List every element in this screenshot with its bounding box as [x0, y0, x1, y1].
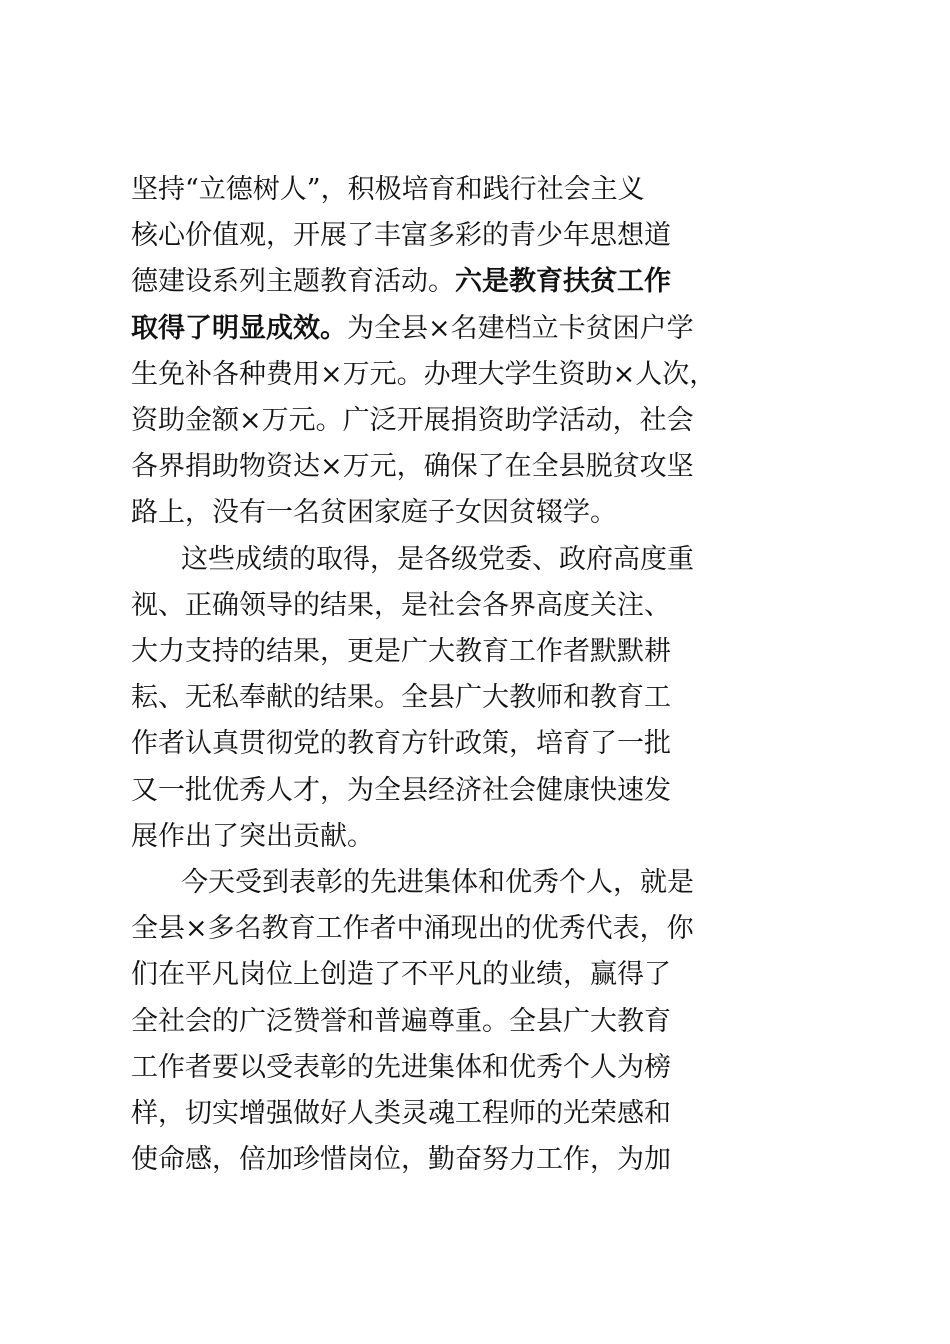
text-line: 生免补各种费用×万元。办理大学生资助×人次， [131, 358, 717, 390]
text-line: 样，切实增强做好人类灵魂工程师的光荣感和 [131, 1098, 671, 1130]
text-line: 视、正确领导的结果，是社会各界高度关注、 [131, 589, 671, 621]
text-line: 核心价值观，开展了丰富多彩的青少年思想道 [131, 220, 671, 252]
text-line [131, 259, 831, 305]
text-line: 使命感，倍加珍惜岗位，勤奋努力工作，为加 [131, 1144, 671, 1176]
text-line: 全社会的广泛赞誉和普遍尊重。全县广大教育 [131, 1005, 671, 1037]
paragraph-3 [131, 860, 831, 1183]
text-line: 全县×多名教育工作者中涌现出的优秀代表，你 [131, 913, 694, 945]
text-line: 又一批优秀人才，为全县经济社会健康快速发 [131, 774, 671, 806]
bold-heading-part-2: 取得了明显成效。 [131, 312, 347, 344]
text-segment: 为全县×名建档立卡贫困户学 [347, 312, 694, 344]
text-line: 展作出了突出贡献。 [131, 820, 374, 852]
text-line: 耘、无私奉献的结果。全县广大教师和教育工 [131, 682, 671, 714]
text-line: 这些成绩的取得，是各级党委、政府高度重 [181, 543, 694, 575]
paragraph-1 [131, 167, 831, 537]
text-line: 各界捐助物资达×万元，确保了在全县脱贫攻坚 [131, 451, 694, 483]
text-line: 今天受到表彰的先进集体和优秀个人，就是 [181, 867, 694, 899]
text-line: 路上，没有一名贫困家庭子女因贫辍学。 [131, 497, 617, 529]
text-line [131, 306, 831, 352]
text-line: 作者认真贯彻党的教育方针政策，培育了一批 [131, 728, 671, 760]
text-line: 资助金额×万元。广泛开展捐资助学活动，社会 [131, 405, 694, 437]
bold-heading-part-1: 六是教育扶贫工作 [455, 266, 671, 298]
paragraph-2 [131, 537, 831, 860]
body-text [131, 167, 831, 1183]
text-line: 坚持“立德树人”，积极培育和践行社会主义 [131, 174, 645, 205]
text-segment: 德建设系列主题教育活动。 [131, 266, 455, 298]
text-line: 工作者要以受表彰的先进集体和优秀个人为榜 [131, 1051, 671, 1083]
text-line: 们在平凡岗位上创造了不平凡的业绩，赢得了 [131, 959, 671, 991]
text-line: 大力支持的结果，更是广大教育工作者默默耕 [131, 636, 671, 668]
